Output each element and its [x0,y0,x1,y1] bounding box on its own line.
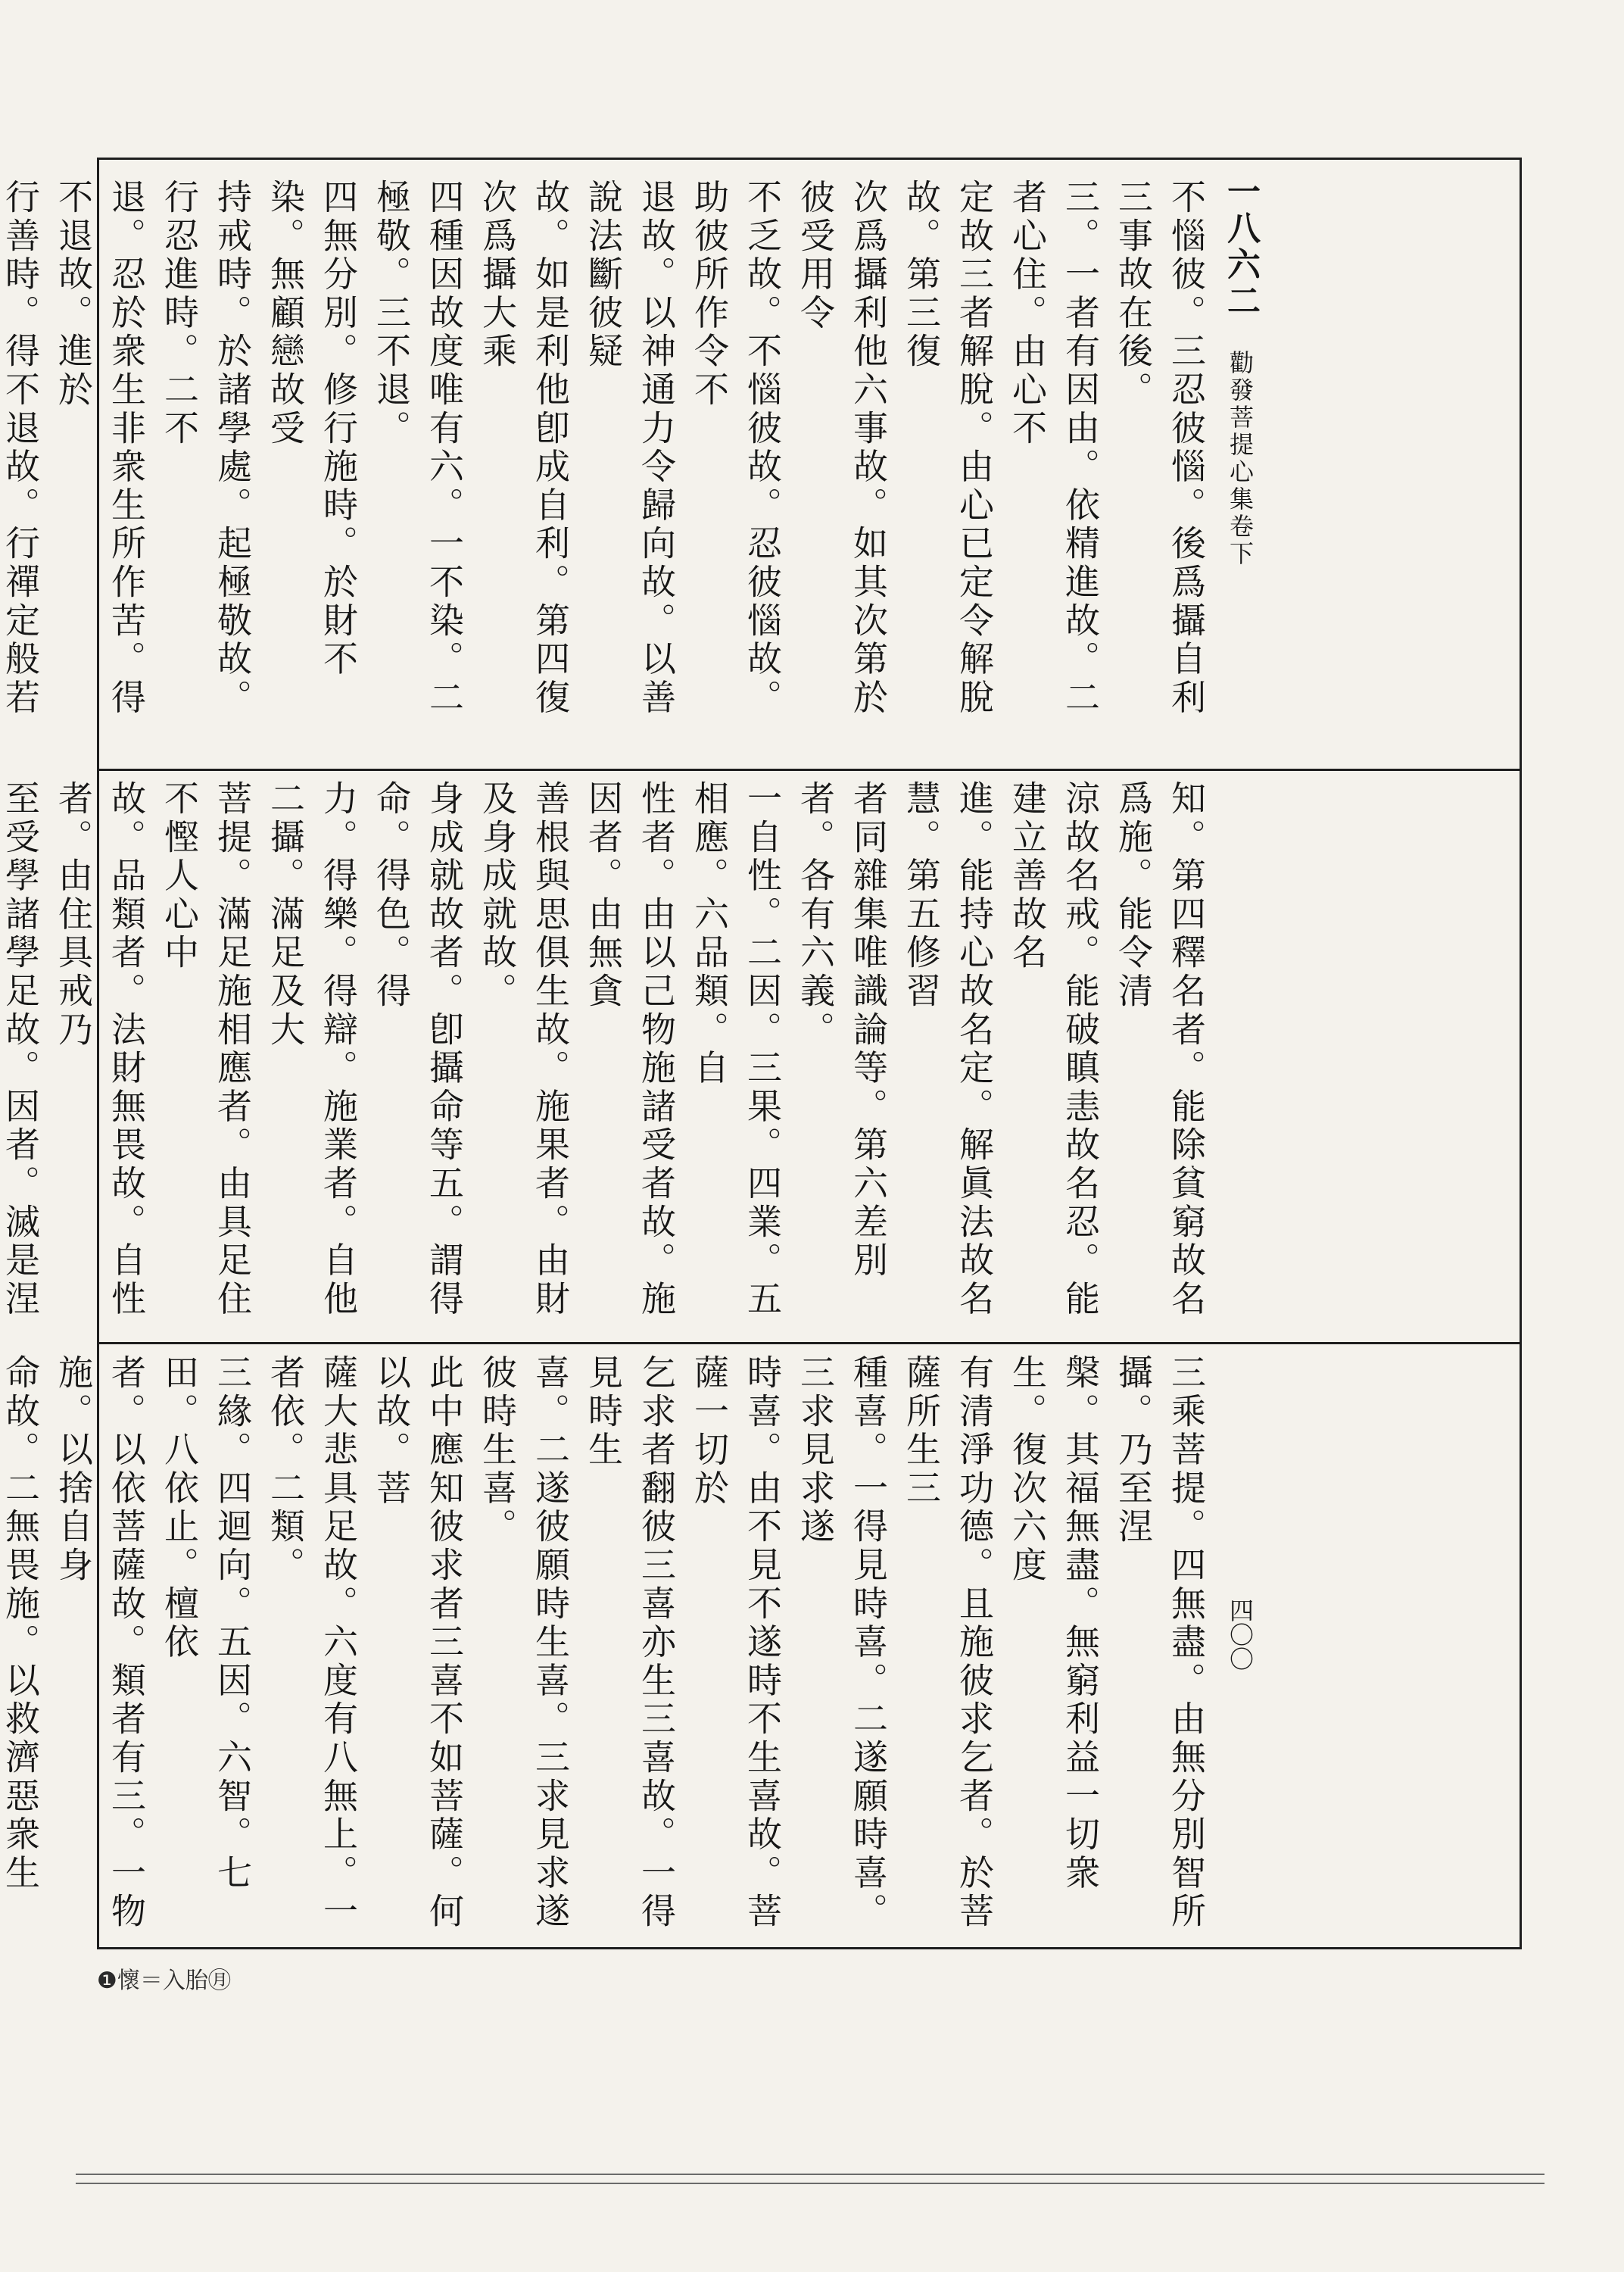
text-column: 性者。由以己物施諸受者故。施因者。由無貪 [583,780,677,1319]
text-column: 知。第四釋名者。能除貧窮故名爲施。能令清 [1113,780,1207,1319]
text-column: 菩提。滿足施相應者。由具足住不慳人心中 [159,780,253,1319]
text-column: 三緣。四迴向。五因。六智。七田。八依止。檀依 [159,1354,253,1893]
text-column: 身成就故者。卽攝命等五。謂得命。得色。得 [371,780,465,1319]
text-column: 此中應知彼求者三喜不如菩薩。何以故。菩 [371,1354,465,1931]
bottom-rule-2 [76,2183,1545,2184]
text-column: 者。以依菩薩故。類者有三。一物施。以捨自身 [53,1354,147,1931]
text-column: 故。品類者。法財無畏故。自性者。由住具戒乃 [53,780,147,1319]
text-column: 三。一者有因由。依精進故。二者心住。由心不 [1007,179,1101,718]
section-divider-lower [97,1342,1522,1344]
text-column: 定故三者解脫。由心已定令解脫故。第三復 [901,179,995,718]
section-divider-upper [97,769,1522,771]
text-column: 善根與思俱生故。施果者。由財及身成就故。 [477,780,571,1319]
running-header [1220,158,1260,1949]
text-column: 四無分別。修行施時。於財不染。無顧戀故受 [265,179,359,679]
bottom-rule-1 [76,2174,1545,2175]
text-column: 行善時。得不退故。行禪定般若 [0,179,41,718]
text-column: 涼故名戒。能破瞋恚故名忍。能建立善故名 [1007,780,1101,1319]
text-column: 四種因故度唯有六。一不染。二極敬。三不退。 [371,179,465,718]
footnote: ❶懷＝入胎㊊ [97,1968,231,1994]
text-column: 不惱彼。三忍彼惱。後爲攝自利三事故在後。 [1113,179,1207,718]
page-number: 一八六二 [1221,174,1260,320]
text-column: 薩大悲具足故。六度有八無上。一者依。二類。 [265,1354,359,1931]
text-column: 有清淨功德。且施彼求乞者。於菩薩所生三 [901,1354,995,1931]
text-column: 喜。二遂彼願時生喜。三求見求遂彼時生喜。 [477,1354,571,1931]
text-column: 種喜。一得見時喜。二遂願時喜。三求見求遂 [795,1354,889,1931]
text-block-upper [0,179,1213,739]
text-column: 三乘菩提。四無盡。由無分別智所攝。乃至涅 [1113,1354,1207,1931]
text-block-middle [0,780,1213,1325]
text-column: 力。得樂。得辯。施業者。自他二攝。滿足及大 [265,780,359,1319]
text-column: 時喜。由不見不遂時不生喜故。菩薩一切於 [689,1354,783,1931]
book-title: 勸發菩提心集卷下 [1226,350,1255,568]
text-column: 進。能持心故名定。解眞法故名慧。第五修習 [901,780,995,1319]
text-column: 不乏故。不惱彼故。忍彼惱故。助彼所作令不 [689,179,783,718]
text-column: 者同雜集唯識論等。第六差別者。各有六義。 [795,780,889,1281]
text-column: 一自性。二因。三果。四業。五相應。六品類。自 [689,780,783,1319]
text-block-lower [0,1354,1213,1945]
text-column: 持戒時。於諸學處。起極敬故。行忍進時。二不 [159,179,253,718]
text-column: 退。忍於衆生非衆生所作苦。得不退故。進於 [53,179,147,718]
text-column: 退故。以神通力令歸向故。以善說法斷彼疑 [583,179,677,718]
text-column: 乞求者翻彼三喜亦生三喜故。一得見時生 [583,1354,677,1931]
text-column: 至受學諸學足故。因者。滅是涅 [0,780,41,1319]
text-column: 次爲攝利他六事故。如其次第於彼受用令 [795,179,889,718]
volume-marker: 四〇〇 [1226,1598,1255,1671]
text-column: 命故。二無畏施。以救濟惡衆生 [0,1354,41,1893]
text-column: 槃。其福無盡。無窮利益一切衆生。復次六度 [1007,1354,1101,1893]
text-column: 故。如是利他卽成自利。第四復次爲攝大乘 [477,179,571,718]
